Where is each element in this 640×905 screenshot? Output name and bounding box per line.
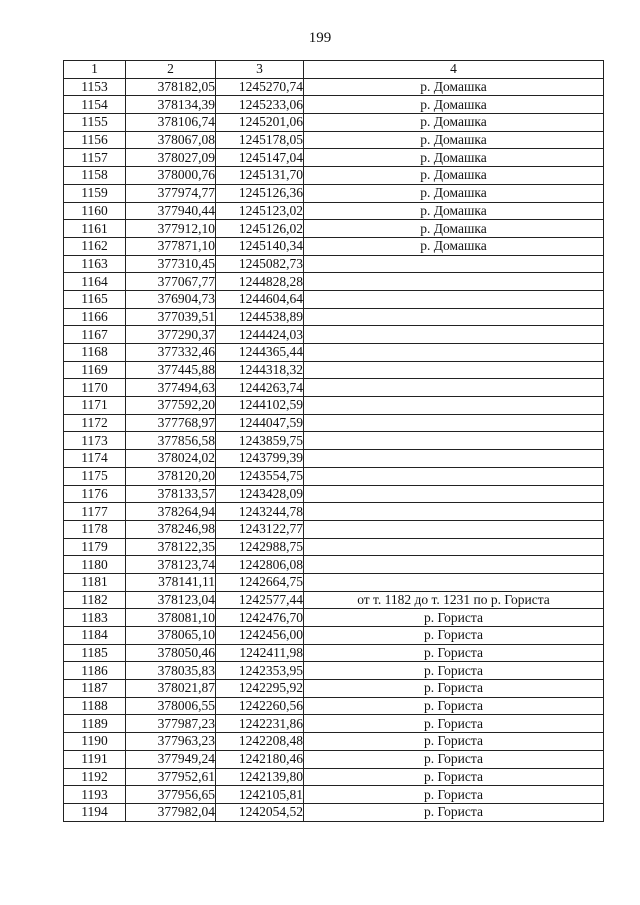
- table-row: [64, 361, 604, 379]
- y-coordinate-cell: 1243122,77: [216, 520, 304, 538]
- point-number-cell: 1156: [64, 131, 126, 149]
- x-coordinate-cell: 377871,10: [126, 237, 216, 255]
- y-coordinate-cell: 1244538,89: [216, 308, 304, 326]
- table-row: [64, 344, 604, 362]
- table-row: [64, 520, 604, 538]
- x-coordinate-cell: 378106,74: [126, 114, 216, 132]
- x-coordinate-cell: 378133,57: [126, 485, 216, 503]
- y-coordinate-cell: 1243244,78: [216, 503, 304, 521]
- x-coordinate-cell: 377963,23: [126, 733, 216, 751]
- table-row: [64, 326, 604, 344]
- table-row: [64, 715, 604, 733]
- x-coordinate-cell: 378123,04: [126, 591, 216, 609]
- point-number-cell: 1186: [64, 662, 126, 680]
- y-coordinate-cell: 1242476,70: [216, 609, 304, 627]
- page-number: 199: [308, 30, 332, 46]
- table-header-row: [64, 61, 604, 79]
- x-coordinate-cell: 378000,76: [126, 167, 216, 185]
- description-cell: р. Домашка: [304, 237, 604, 255]
- x-coordinate-cell: 377494,63: [126, 379, 216, 397]
- description-cell: [304, 467, 604, 485]
- x-coordinate-cell: 376904,73: [126, 290, 216, 308]
- x-coordinate-cell: 377067,77: [126, 273, 216, 291]
- description-cell: [304, 326, 604, 344]
- description-cell: р. Гориста: [304, 662, 604, 680]
- y-coordinate-cell: 1242577,44: [216, 591, 304, 609]
- point-number-cell: 1173: [64, 432, 126, 450]
- description-cell: р. Гориста: [304, 697, 604, 715]
- description-cell: [304, 397, 604, 415]
- table-row: [64, 273, 604, 291]
- description-cell: р. Домашка: [304, 167, 604, 185]
- x-coordinate-cell: 377974,77: [126, 184, 216, 202]
- description-cell: р. Домашка: [304, 131, 604, 149]
- description-cell: р. Гориста: [304, 733, 604, 751]
- x-coordinate-cell: 378006,55: [126, 697, 216, 715]
- y-coordinate-cell: 1244424,03: [216, 326, 304, 344]
- x-coordinate-cell: 377952,61: [126, 768, 216, 786]
- y-coordinate-cell: 1242231,86: [216, 715, 304, 733]
- description-cell: р. Домашка: [304, 78, 604, 96]
- description-cell: р. Гориста: [304, 715, 604, 733]
- x-coordinate-cell: 377445,88: [126, 361, 216, 379]
- description-cell: [304, 255, 604, 273]
- description-cell: от т. 1182 до т. 1231 по р. Гориста: [304, 591, 604, 609]
- point-number-cell: 1184: [64, 627, 126, 645]
- y-coordinate-cell: 1245178,05: [216, 131, 304, 149]
- table-row: [64, 202, 604, 220]
- description-cell: [304, 273, 604, 291]
- point-number-cell: 1161: [64, 220, 126, 238]
- table-row: [64, 237, 604, 255]
- y-coordinate-cell: 1245270,74: [216, 78, 304, 96]
- description-cell: [304, 485, 604, 503]
- y-coordinate-cell: 1242295,92: [216, 680, 304, 698]
- point-number-cell: 1191: [64, 750, 126, 768]
- table-row: [64, 556, 604, 574]
- y-coordinate-cell: 1245131,70: [216, 167, 304, 185]
- point-number-cell: 1179: [64, 538, 126, 556]
- x-coordinate-cell: 378081,10: [126, 609, 216, 627]
- table-row: [64, 96, 604, 114]
- point-number-cell: 1159: [64, 184, 126, 202]
- description-cell: р. Домашка: [304, 96, 604, 114]
- point-number-cell: 1181: [64, 573, 126, 591]
- table-row: [64, 290, 604, 308]
- description-cell: р. Домашка: [304, 184, 604, 202]
- table-row: [64, 697, 604, 715]
- table-row: [64, 78, 604, 96]
- point-number-cell: 1177: [64, 503, 126, 521]
- y-coordinate-cell: 1243554,75: [216, 467, 304, 485]
- table-row: [64, 114, 604, 132]
- table-row: [64, 803, 604, 821]
- point-number-cell: 1168: [64, 344, 126, 362]
- description-cell: [304, 361, 604, 379]
- x-coordinate-cell: 377290,37: [126, 326, 216, 344]
- y-coordinate-cell: 1245140,34: [216, 237, 304, 255]
- y-coordinate-cell: 1243799,39: [216, 450, 304, 468]
- point-number-cell: 1171: [64, 397, 126, 415]
- table-row: [64, 467, 604, 485]
- point-number-cell: 1175: [64, 467, 126, 485]
- x-coordinate-cell: 378264,94: [126, 503, 216, 521]
- description-cell: [304, 450, 604, 468]
- column-header-point-number: 1: [64, 61, 126, 79]
- description-cell: р. Гориста: [304, 609, 604, 627]
- x-coordinate-cell: 378027,09: [126, 149, 216, 167]
- y-coordinate-cell: 1244318,32: [216, 361, 304, 379]
- x-coordinate-cell: 377949,24: [126, 750, 216, 768]
- y-coordinate-cell: 1244365,44: [216, 344, 304, 362]
- y-coordinate-cell: 1245126,36: [216, 184, 304, 202]
- point-number-cell: 1183: [64, 609, 126, 627]
- point-number-cell: 1162: [64, 237, 126, 255]
- x-coordinate-cell: 378246,98: [126, 520, 216, 538]
- x-coordinate-cell: 378050,46: [126, 644, 216, 662]
- coordinates-table: [63, 60, 604, 822]
- x-coordinate-cell: 378134,39: [126, 96, 216, 114]
- y-coordinate-cell: 1242139,80: [216, 768, 304, 786]
- table-row: [64, 503, 604, 521]
- x-coordinate-cell: 378067,08: [126, 131, 216, 149]
- table-body: [64, 78, 604, 821]
- description-cell: р. Домашка: [304, 202, 604, 220]
- table-row: [64, 750, 604, 768]
- description-cell: р. Домашка: [304, 114, 604, 132]
- y-coordinate-cell: 1242806,08: [216, 556, 304, 574]
- y-coordinate-cell: 1243428,09: [216, 485, 304, 503]
- x-coordinate-cell: 378120,20: [126, 467, 216, 485]
- point-number-cell: 1157: [64, 149, 126, 167]
- x-coordinate-cell: 377310,45: [126, 255, 216, 273]
- description-cell: [304, 344, 604, 362]
- description-cell: [304, 503, 604, 521]
- table-row: [64, 591, 604, 609]
- y-coordinate-cell: 1242988,75: [216, 538, 304, 556]
- description-cell: р. Гориста: [304, 786, 604, 804]
- description-cell: [304, 538, 604, 556]
- description-cell: р. Домашка: [304, 220, 604, 238]
- x-coordinate-cell: 378024,02: [126, 450, 216, 468]
- y-coordinate-cell: 1242664,75: [216, 573, 304, 591]
- table-row: [64, 432, 604, 450]
- column-header-y-coordinate: 3: [216, 61, 304, 79]
- y-coordinate-cell: 1243859,75: [216, 432, 304, 450]
- point-number-cell: 1182: [64, 591, 126, 609]
- table-row: [64, 733, 604, 751]
- table-row: [64, 414, 604, 432]
- point-number-cell: 1160: [64, 202, 126, 220]
- x-coordinate-cell: 377987,23: [126, 715, 216, 733]
- point-number-cell: 1187: [64, 680, 126, 698]
- y-coordinate-cell: 1242180,46: [216, 750, 304, 768]
- y-coordinate-cell: 1244604,64: [216, 290, 304, 308]
- y-coordinate-cell: 1245233,06: [216, 96, 304, 114]
- description-cell: р. Гориста: [304, 680, 604, 698]
- description-cell: р. Домашка: [304, 149, 604, 167]
- y-coordinate-cell: 1242208,48: [216, 733, 304, 751]
- description-cell: р. Гориста: [304, 644, 604, 662]
- y-coordinate-cell: 1244047,59: [216, 414, 304, 432]
- table-row: [64, 149, 604, 167]
- point-number-cell: 1190: [64, 733, 126, 751]
- x-coordinate-cell: 378182,05: [126, 78, 216, 96]
- point-number-cell: 1189: [64, 715, 126, 733]
- y-coordinate-cell: 1245082,73: [216, 255, 304, 273]
- y-coordinate-cell: 1242054,52: [216, 803, 304, 821]
- x-coordinate-cell: 377332,46: [126, 344, 216, 362]
- table-row: [64, 308, 604, 326]
- description-cell: [304, 432, 604, 450]
- point-number-cell: 1158: [64, 167, 126, 185]
- y-coordinate-cell: 1244263,74: [216, 379, 304, 397]
- point-number-cell: 1193: [64, 786, 126, 804]
- table-row: [64, 397, 604, 415]
- point-number-cell: 1194: [64, 803, 126, 821]
- point-number-cell: 1155: [64, 114, 126, 132]
- table-row: [64, 627, 604, 645]
- point-number-cell: 1165: [64, 290, 126, 308]
- description-cell: [304, 556, 604, 574]
- table-row: [64, 573, 604, 591]
- description-cell: р. Гориста: [304, 750, 604, 768]
- column-header-x-coordinate: 2: [126, 61, 216, 79]
- x-coordinate-cell: 378065,10: [126, 627, 216, 645]
- point-number-cell: 1166: [64, 308, 126, 326]
- point-number-cell: 1164: [64, 273, 126, 291]
- x-coordinate-cell: 378021,87: [126, 680, 216, 698]
- table-row: [64, 379, 604, 397]
- table-row: [64, 768, 604, 786]
- point-number-cell: 1180: [64, 556, 126, 574]
- x-coordinate-cell: 377956,65: [126, 786, 216, 804]
- x-coordinate-cell: 377592,20: [126, 397, 216, 415]
- table-row: [64, 680, 604, 698]
- description-cell: [304, 520, 604, 538]
- y-coordinate-cell: 1244828,28: [216, 273, 304, 291]
- description-cell: р. Гориста: [304, 627, 604, 645]
- point-number-cell: 1176: [64, 485, 126, 503]
- y-coordinate-cell: 1242411,98: [216, 644, 304, 662]
- y-coordinate-cell: 1245123,02: [216, 202, 304, 220]
- table-row: [64, 485, 604, 503]
- point-number-cell: 1192: [64, 768, 126, 786]
- x-coordinate-cell: 378141,11: [126, 573, 216, 591]
- point-number-cell: 1170: [64, 379, 126, 397]
- point-number-cell: 1163: [64, 255, 126, 273]
- table-row: [64, 450, 604, 468]
- column-header-description: 4: [304, 61, 604, 79]
- table-row: [64, 184, 604, 202]
- table-row: [64, 644, 604, 662]
- description-cell: [304, 290, 604, 308]
- description-cell: [304, 573, 604, 591]
- y-coordinate-cell: 1242105,81: [216, 786, 304, 804]
- description-cell: р. Гориста: [304, 768, 604, 786]
- y-coordinate-cell: 1242456,00: [216, 627, 304, 645]
- x-coordinate-cell: 377039,51: [126, 308, 216, 326]
- x-coordinate-cell: 377856,58: [126, 432, 216, 450]
- x-coordinate-cell: 377982,04: [126, 803, 216, 821]
- y-coordinate-cell: 1242353,95: [216, 662, 304, 680]
- y-coordinate-cell: 1242260,56: [216, 697, 304, 715]
- description-cell: [304, 308, 604, 326]
- description-cell: [304, 414, 604, 432]
- description-cell: [304, 379, 604, 397]
- y-coordinate-cell: 1245201,06: [216, 114, 304, 132]
- point-number-cell: 1185: [64, 644, 126, 662]
- point-number-cell: 1167: [64, 326, 126, 344]
- x-coordinate-cell: 377912,10: [126, 220, 216, 238]
- point-number-cell: 1174: [64, 450, 126, 468]
- table-row: [64, 131, 604, 149]
- point-number-cell: 1153: [64, 78, 126, 96]
- table-row: [64, 662, 604, 680]
- x-coordinate-cell: 377768,97: [126, 414, 216, 432]
- table-row: [64, 167, 604, 185]
- point-number-cell: 1169: [64, 361, 126, 379]
- point-number-cell: 1188: [64, 697, 126, 715]
- y-coordinate-cell: 1245147,04: [216, 149, 304, 167]
- table-row: [64, 255, 604, 273]
- table-row: [64, 538, 604, 556]
- x-coordinate-cell: 377940,44: [126, 202, 216, 220]
- point-number-cell: 1154: [64, 96, 126, 114]
- y-coordinate-cell: 1244102,59: [216, 397, 304, 415]
- point-number-cell: 1172: [64, 414, 126, 432]
- x-coordinate-cell: 378123,74: [126, 556, 216, 574]
- y-coordinate-cell: 1245126,02: [216, 220, 304, 238]
- table-row: [64, 220, 604, 238]
- x-coordinate-cell: 378035,83: [126, 662, 216, 680]
- point-number-cell: 1178: [64, 520, 126, 538]
- x-coordinate-cell: 378122,35: [126, 538, 216, 556]
- table-row: [64, 786, 604, 804]
- table-row: [64, 609, 604, 627]
- description-cell: р. Гориста: [304, 803, 604, 821]
